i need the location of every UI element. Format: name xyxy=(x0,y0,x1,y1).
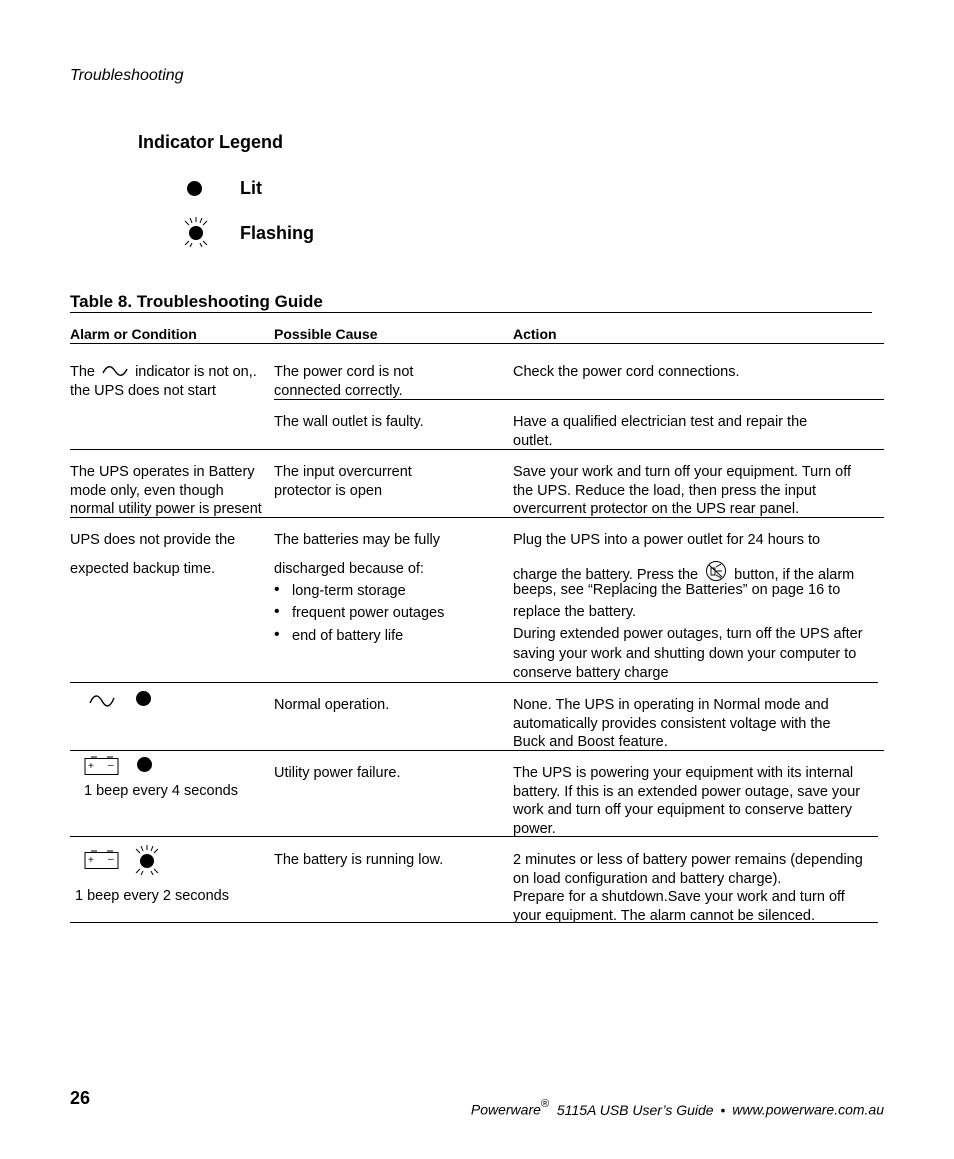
table-row-condition xyxy=(70,363,257,400)
solid-dot-icon xyxy=(137,757,152,772)
table-bottom-rule xyxy=(70,922,878,923)
table-cell-cause xyxy=(274,363,413,400)
action-line: Prepare for a shutdown.Save your work and turn off xyxy=(513,889,845,905)
table-title: Table 8. Troubleshooting Guide xyxy=(70,292,323,311)
condition-line: The UPS operates in Battery xyxy=(70,464,255,480)
action-line: charge the battery. Press the xyxy=(513,567,699,583)
action-line: power. xyxy=(513,820,556,837)
table-cell-action xyxy=(513,696,831,752)
footer-title: 5115A USB User’s Guide xyxy=(556,1101,714,1118)
action-line: Have a qualified electrician test and repair the xyxy=(513,414,808,430)
list-item: • frequent power outages xyxy=(274,602,444,625)
svg-text:–: – xyxy=(108,760,114,771)
table-cell-action xyxy=(513,463,851,519)
condition-line: 1 beep every 2 seconds xyxy=(75,888,229,904)
svg-text:+: + xyxy=(88,761,94,772)
action-line: overcurrent protector on the UPS rear panel. xyxy=(513,501,800,517)
action-line: automatically provides consistent voltage with the xyxy=(513,715,831,732)
table-cell-action xyxy=(513,531,863,682)
table-cell-cause xyxy=(274,531,444,647)
action-line: battery. If this is an extended power outage, save your xyxy=(513,783,861,800)
solid-dot-icon xyxy=(136,691,151,706)
svg-text:–: – xyxy=(108,854,114,865)
solid-dot-icon xyxy=(187,181,202,196)
action-line: Check the power cord connections. xyxy=(513,364,740,380)
table-cell-cause xyxy=(274,696,389,715)
action-line: work and turn off your equipment to conserve battery xyxy=(513,802,853,818)
footer-brand: Powerware xyxy=(470,1101,541,1118)
row-rule xyxy=(70,682,878,683)
column-header-condition: Alarm or Condition xyxy=(70,326,197,342)
condition-text: indicator is not on,. xyxy=(135,364,257,380)
condition-text: The xyxy=(70,364,95,380)
battery-icon xyxy=(84,850,120,870)
flashing-dot-icon xyxy=(182,216,210,248)
cause-line: The wall outlet is faulty. xyxy=(274,414,424,430)
action-line: outlet. xyxy=(513,432,553,449)
condition-text: the UPS does not start xyxy=(70,382,216,399)
action-line: Save your work and turn off your equipment. Turn off xyxy=(513,464,851,480)
action-line: the UPS. Reduce the load, then press the input xyxy=(513,482,817,499)
cause-bullet-list xyxy=(274,580,444,648)
row-rule xyxy=(70,517,884,518)
action-line: 2 minutes or less of battery power remains (depending xyxy=(513,852,863,868)
table-cell-action xyxy=(513,363,740,382)
row-rule xyxy=(70,750,884,751)
cause-line: connected correctly. xyxy=(274,382,403,399)
condition-line: expected backup time. xyxy=(70,561,216,577)
table-cell-action xyxy=(513,764,860,838)
action-line: During extended power outages, turn off the UPS after xyxy=(513,626,863,642)
condition-line: normal utility power is present xyxy=(70,501,262,517)
footer-text xyxy=(471,1100,884,1118)
cause-line: Normal operation. xyxy=(274,697,390,713)
page-number: 26 xyxy=(70,1088,91,1108)
action-line: saving your work and shutting down your computer to xyxy=(513,646,857,662)
action-line: The UPS is powering your equipment with its internal xyxy=(513,765,854,781)
table-cell-action xyxy=(513,851,863,925)
action-line: None. The UPS in operating in Normal mode and xyxy=(513,697,829,713)
action-line: Plug the UPS into a power outlet for 24 hours to xyxy=(513,532,821,548)
cause-line: protector is open xyxy=(274,482,383,499)
table-cell-cause xyxy=(274,851,443,870)
table-cell-condition xyxy=(84,782,238,801)
cause-line: The battery is running low. xyxy=(274,852,444,868)
table-cell-condition xyxy=(70,463,262,519)
row-rule xyxy=(70,449,884,450)
cause-line: Utility power failure. xyxy=(274,765,401,781)
action-line: conserve battery charge xyxy=(513,664,669,681)
footer-url: www.powerware.com.au xyxy=(732,1101,884,1118)
running-header: Troubleshooting xyxy=(70,67,184,84)
action-line: beeps, see “Replacing the Batteries” on page 16 to xyxy=(513,582,841,598)
cause-line: The power cord is not xyxy=(274,364,414,380)
action-line: your equipment. The alarm cannot be silenced. xyxy=(513,907,815,924)
registered-mark: ® xyxy=(540,1098,549,1110)
row-rule xyxy=(274,399,884,400)
condition-line: mode only, even though xyxy=(70,482,224,499)
cause-line: discharged because of: xyxy=(274,561,424,577)
cause-line: The batteries may be fully xyxy=(274,532,441,548)
table-cell-cause xyxy=(274,764,401,783)
action-line: button, if the alarm xyxy=(734,567,855,583)
list-item: • end of battery life xyxy=(274,625,444,648)
flashing-dot-icon xyxy=(133,844,161,876)
legend-title: Indicator Legend xyxy=(138,132,284,152)
condition-line: UPS does not provide the xyxy=(70,532,236,548)
legend-label-flashing: Flashing xyxy=(240,223,315,243)
sine-wave-icon xyxy=(89,694,115,708)
sine-wave-icon xyxy=(102,365,128,377)
table-cell-cause xyxy=(274,463,412,500)
cause-line: The input overcurrent xyxy=(274,464,412,480)
legend-label-lit: Lit xyxy=(240,178,262,198)
action-line: replace the battery. xyxy=(513,604,637,620)
test-alarm-button-icon xyxy=(705,560,727,582)
row-rule xyxy=(70,836,878,837)
list-item: • long-term storage xyxy=(274,580,444,603)
condition-line: 1 beep every 4 seconds xyxy=(84,783,238,799)
battery-icon xyxy=(84,756,120,776)
header-rule xyxy=(70,343,884,344)
svg-text:+: + xyxy=(88,855,94,866)
action-line: on load configuration and battery charge). xyxy=(513,870,782,887)
footer-separator: • xyxy=(720,1101,726,1118)
table-cell-cause xyxy=(274,413,424,432)
action-line: Buck and Boost feature. xyxy=(513,734,668,750)
table-cell-condition xyxy=(70,531,235,579)
table-cell-condition xyxy=(75,887,229,906)
title-rule xyxy=(70,312,872,313)
column-header-action: Action xyxy=(513,326,557,342)
table-cell-action xyxy=(513,413,807,450)
column-header-cause: Possible Cause xyxy=(274,326,378,342)
